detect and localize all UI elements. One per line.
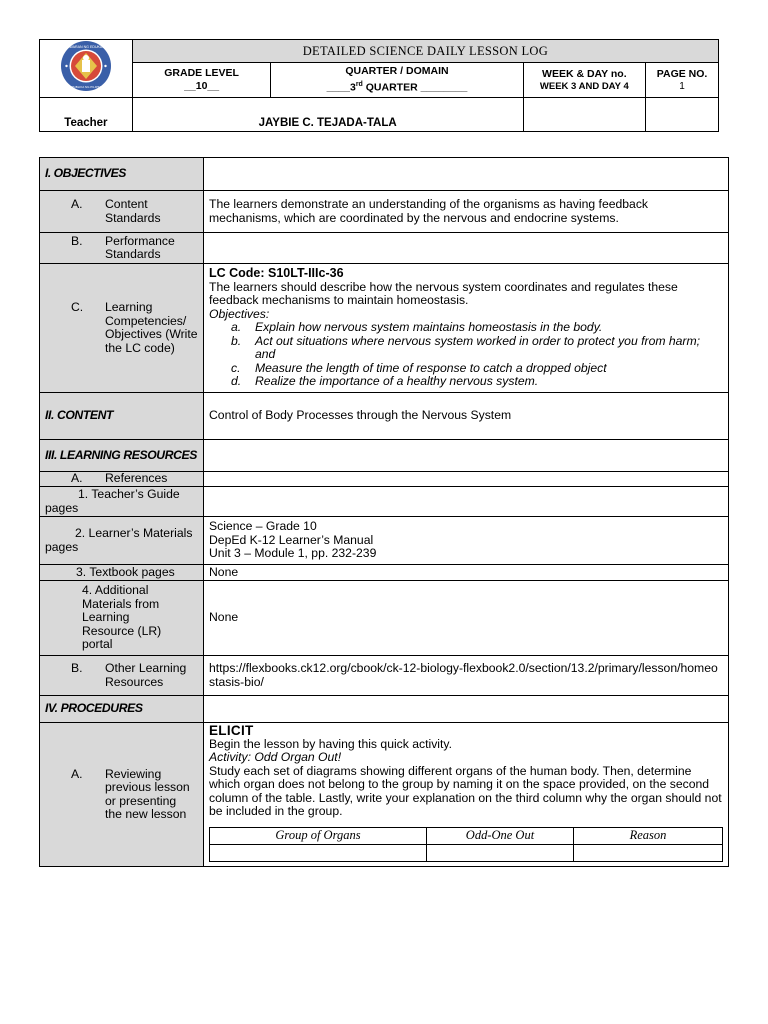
content-standards-label: Content Standards xyxy=(105,197,161,225)
reviewing-row xyxy=(40,723,729,867)
reviewing-label: Reviewing previous lesson or presenting the new lesson xyxy=(105,766,190,821)
additional-materials-label-cell xyxy=(40,581,204,656)
objective-marker: d. xyxy=(231,374,242,389)
objective-marker: c. xyxy=(231,360,241,375)
additional-materials-value: None xyxy=(204,581,729,656)
performance-standards-label: Performance Standards xyxy=(105,233,175,261)
grade-level-value: __10__ xyxy=(184,80,220,92)
textbook-value: None xyxy=(204,565,729,581)
teachers-guide-value xyxy=(204,487,729,517)
grade-level-label: GRADE LEVEL xyxy=(164,67,239,79)
reviewing-marker: A. xyxy=(71,766,83,781)
learners-materials-label: 2. Learner’s Materials pages xyxy=(40,517,204,565)
objective-item xyxy=(209,362,723,376)
objective-marker: b. xyxy=(231,333,242,348)
objectives-heading: I. OBJECTIVES xyxy=(40,158,204,191)
performance-standards-row xyxy=(40,233,729,264)
odd-organ-cell[interactable] xyxy=(574,844,723,861)
resources-blank xyxy=(204,440,729,472)
objectives-row xyxy=(40,158,729,191)
learners-materials-line: Science – Grade 10 xyxy=(209,519,317,534)
teacher-blank-1 xyxy=(523,98,646,132)
content-standards-row xyxy=(40,191,729,233)
week-label: WEEK & DAY no. xyxy=(542,67,627,80)
teachers-guide-label: 1. Teacher’s Guide pages xyxy=(40,487,204,517)
objective-item xyxy=(209,375,723,389)
teacher-blank-2 xyxy=(646,98,719,132)
procedures-row xyxy=(40,696,729,723)
competencies-intro: The learners should describe how the nervous system coordinates and regulates these feedback mechanisms to maintain homeostasis. xyxy=(209,279,678,308)
odd-organ-col-header: Group of Organs xyxy=(210,827,427,844)
deped-seal-icon xyxy=(60,40,112,92)
learners-materials-row xyxy=(40,517,729,565)
odd-organ-table xyxy=(209,827,723,862)
textbook-label: 3. Textbook pages xyxy=(40,565,204,581)
content-standards-marker: A. xyxy=(71,197,83,211)
references-row xyxy=(40,472,729,487)
teacher-label: Teacher xyxy=(40,98,133,132)
objective-text: Measure the length of time of response to catch a dropped object xyxy=(255,360,607,375)
teacher-name: JAYBIE C. TEJADA-TALA xyxy=(132,98,523,132)
quarter-sup: rd xyxy=(355,81,363,89)
references-label: References xyxy=(105,471,168,486)
performance-standards-label-cell xyxy=(40,233,204,264)
seal-sub-text: REPUBLIKA NG PILIPINAS xyxy=(67,85,105,89)
other-resources-row xyxy=(40,656,729,696)
activity-instructions: Study each set of diagrams showing different organs of the human body. Then, determine which organ does not belong to the group by naming it on the space provided, on the second column of the table. Lastly, write your explanation on the third column why the organ should not be included in the group. xyxy=(209,763,722,818)
objective-item xyxy=(209,335,723,362)
content-heading: II. CONTENT xyxy=(40,393,204,440)
procedures-heading: IV. PROCEDURES xyxy=(40,696,204,723)
competencies-row xyxy=(40,264,729,393)
objective-text: Realize the importance of a healthy nervous system. xyxy=(255,374,539,389)
objective-text: Act out situations where nervous system worked in order to protect you from harm; and xyxy=(255,333,701,362)
additional-materials-label: 4. Additional Materials from Learning Resource (LR) portal xyxy=(82,583,162,652)
reviewing-content xyxy=(204,723,729,867)
quarter-value: QUARTER ________ xyxy=(362,81,468,94)
reviewing-label-cell xyxy=(40,723,204,867)
odd-organ-cell[interactable] xyxy=(210,844,427,861)
other-resources-marker: B. xyxy=(71,661,83,675)
activity-title: Activity: Odd Organ Out! xyxy=(209,750,342,764)
objectives-blank xyxy=(204,158,729,191)
teachers-guide-row xyxy=(40,487,729,517)
references-blank xyxy=(204,472,729,487)
references-label-cell xyxy=(40,472,204,487)
learners-materials-line: DepEd K-12 Learner’s Manual xyxy=(209,532,374,547)
objective-text: Explain how nervous system maintains homeostasis in the body. xyxy=(255,320,603,335)
logo-cell xyxy=(40,40,133,98)
grade-level-cell xyxy=(132,63,271,98)
resources-heading: III. LEARNING RESOURCES xyxy=(40,440,204,472)
odd-organ-header-row xyxy=(210,827,723,844)
elicit-intro: Begin the lesson by having this quick activity. xyxy=(209,736,452,751)
procedures-blank xyxy=(204,696,729,723)
objective-item xyxy=(209,321,723,335)
seal-text: KAGAWARAN NG EDUKASYON xyxy=(59,45,112,50)
quarter-value-line xyxy=(271,78,522,95)
odd-organ-col-header: Odd-One Out xyxy=(427,827,574,844)
quarter-cell xyxy=(271,63,523,98)
week-cell xyxy=(523,63,646,98)
learners-materials-value xyxy=(204,517,729,565)
competencies-label-cell xyxy=(40,264,204,393)
competencies-label: Learning Competencies/ Objectives (Write the LC code) xyxy=(105,300,198,355)
week-value: WEEK 3 AND DAY 4 xyxy=(539,80,629,92)
content-text: Control of Body Processes through the Nervous System xyxy=(204,393,729,440)
competencies-content xyxy=(204,264,729,393)
lc-code: LC Code: S10LT-IIIc-36 xyxy=(209,266,344,281)
resources-row xyxy=(40,440,729,472)
competencies-marker: C. xyxy=(71,300,84,314)
additional-materials-row xyxy=(40,581,729,656)
odd-organ-row xyxy=(210,844,723,861)
performance-standards-marker: B. xyxy=(71,233,83,248)
lesson-log-table xyxy=(39,157,729,867)
elicit-heading: ELICIT xyxy=(209,723,254,738)
content-row xyxy=(40,393,729,440)
content-standards-text: The learners demonstrate an understanding of the organisms as having feedback mechanisms, which are coordinated by the nervous and endocrine systems. xyxy=(204,191,729,233)
quarter-prefix: ____3 xyxy=(326,81,356,94)
textbook-row xyxy=(40,565,729,581)
other-resources-link[interactable]: https://flexbooks.ck12.org/cbook/ck-12-biology-flexbook2.0/section/13.2/primary/lesson/homeostasis-bio/ xyxy=(204,656,729,696)
content-standards-label-cell xyxy=(40,191,204,233)
references-marker: A. xyxy=(71,471,83,486)
page-value: 1 xyxy=(679,80,685,92)
objectives-label: Objectives: xyxy=(209,306,270,321)
document-title: DETAILED SCIENCE DAILY LESSON LOG xyxy=(132,40,718,63)
learners-materials-line: Unit 3 – Module 1, pp. 232-239 xyxy=(209,546,377,561)
other-resources-label-cell xyxy=(40,656,204,696)
header-table xyxy=(39,39,719,132)
objectives-list xyxy=(209,321,723,389)
odd-organ-cell[interactable] xyxy=(427,844,574,861)
page-label: PAGE NO. xyxy=(656,67,708,80)
objective-marker: a. xyxy=(231,320,242,335)
odd-organ-col-header: Reason xyxy=(574,827,723,844)
page-cell xyxy=(646,63,719,98)
quarter-label: QUARTER / DOMAIN xyxy=(345,65,449,78)
other-resources-label: Other Learning Resources xyxy=(105,661,187,689)
performance-standards-text xyxy=(204,233,729,264)
